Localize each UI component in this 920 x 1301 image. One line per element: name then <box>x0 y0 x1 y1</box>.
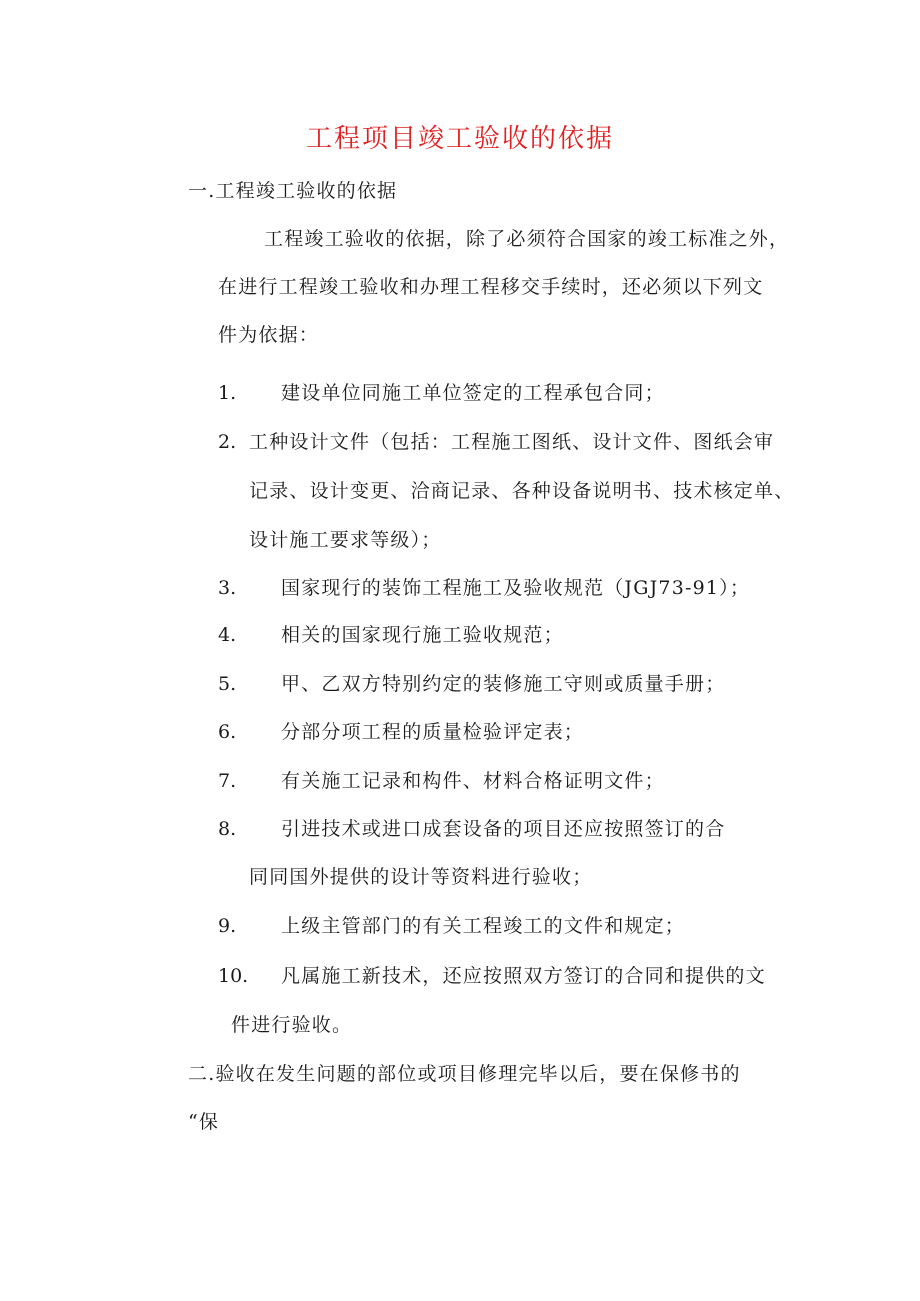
item-7-text: 有关施工记录和构件、材料合格证明文件； <box>281 770 665 792</box>
intro-line-3: 件为依据： <box>218 324 320 346</box>
item-6-number: 6. <box>218 721 237 743</box>
item-7-number: 7. <box>218 770 237 792</box>
item-5-number: 5. <box>218 673 237 695</box>
item-3-number: 3. <box>218 577 237 599</box>
item-10-number: 10. <box>218 965 249 987</box>
item-2-number: 2. <box>218 431 237 453</box>
item-3-text: 国家现行的装饰工程施工及验收规范（JGJ73-91）； <box>281 577 751 599</box>
item-2-text-line-2: 记录、设计变更、洽商记录、各种设备说明书、技术核定单、 <box>249 480 795 502</box>
intro-line-1: 工程竣工验收的依据，除了必须符合国家的竣工标准之外， <box>264 228 790 250</box>
item-8-text-line-2: 同同国外提供的设计等资料进行验收； <box>249 866 593 888</box>
item-1-text: 建设单位同施工单位签定的工程承包合同； <box>281 382 665 404</box>
item-4-text: 相关的国家现行施工验收规范； <box>281 624 564 646</box>
item-8-number: 8. <box>218 818 237 840</box>
item-6-text: 分部分项工程的质量检验评定表； <box>281 721 585 743</box>
item-8-text-line-1: 引进技术或进口成套设备的项目还应按照签订的合 <box>281 818 726 840</box>
item-1-number: 1. <box>218 382 237 404</box>
intro-line-2: 在进行工程竣工验收和办理工程移交手续时，还必须以下列文 <box>218 276 764 298</box>
item-10-text-line-1: 凡属施工新技术，还应按照双方签订的合同和提供的文 <box>281 965 766 987</box>
item-9-number: 9. <box>218 915 237 937</box>
item-2-text-line-1: 工种设计文件（包括：工程施工图纸、设计文件、图纸会审 <box>249 431 775 453</box>
item-10-text-line-2: 件进行验收。 <box>231 1014 353 1036</box>
page-title: 工程项目竣工验收的依据 <box>305 124 614 154</box>
section-1-heading: 一.工程竣工验收的依据 <box>188 180 398 202</box>
item-5-text: 甲、乙双方特别约定的装修施工守则或质量手册； <box>281 673 726 695</box>
item-2-text-line-3: 设计施工要求等级）； <box>249 529 442 551</box>
section-2-line-2: “保 <box>188 1111 220 1133</box>
item-4-number: 4. <box>218 624 237 646</box>
section-2-line-1: 二.验收在发生问题的部位或项目修理完毕以后，要在保修书的 <box>188 1063 741 1085</box>
item-9-text: 上级主管部门的有关工程竣工的文件和规定； <box>281 915 686 937</box>
